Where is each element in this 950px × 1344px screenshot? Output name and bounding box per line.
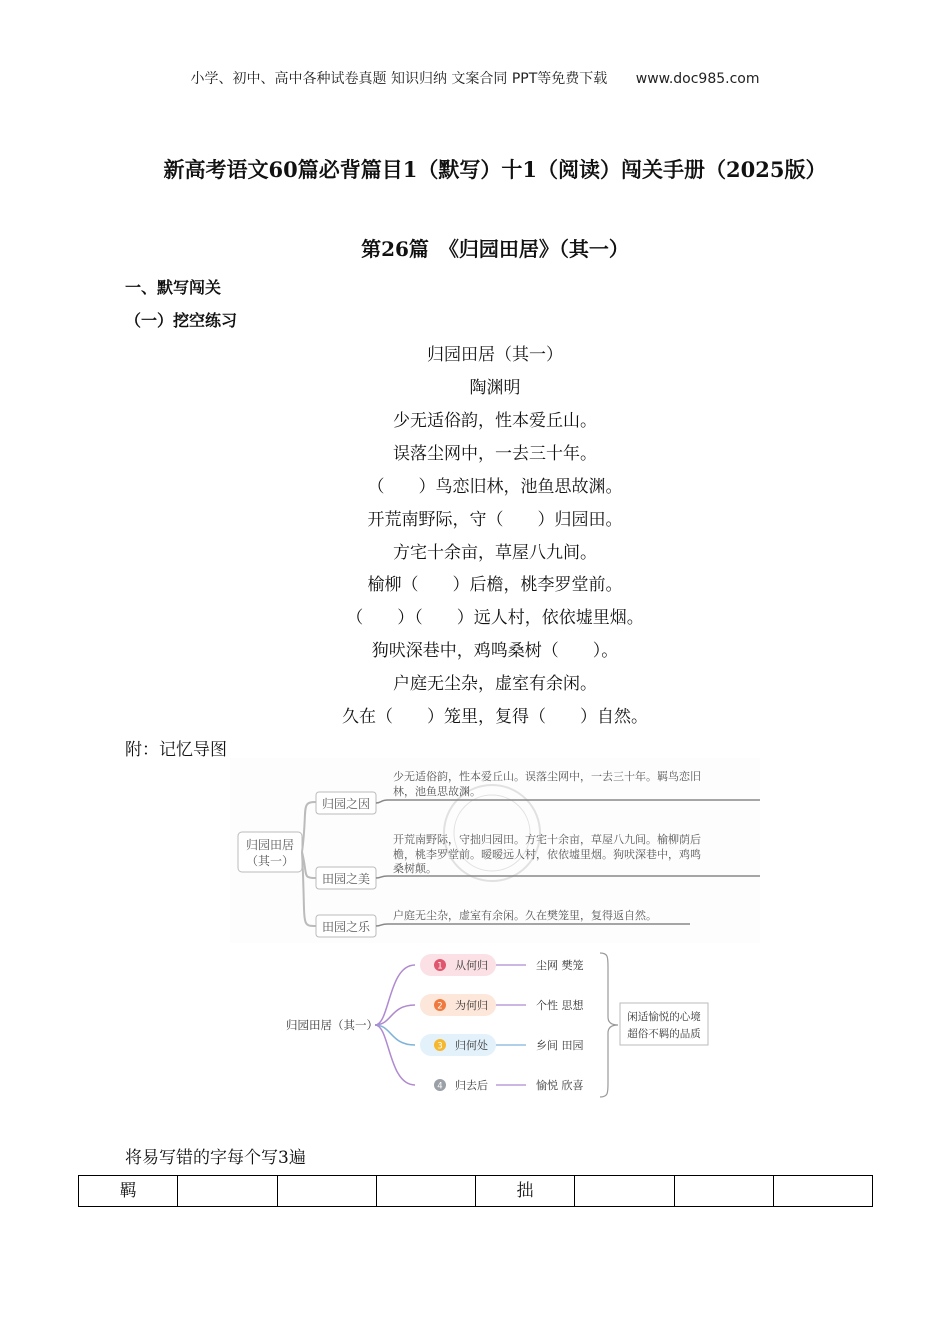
poem-line: （ ）（ ）远人村，依依墟里烟。 [346,608,644,628]
poem-line: 少无适俗韵，性本爱丘山。 [393,411,597,431]
mindmap2-root: 归园田居（其一） [286,1018,378,1032]
mindmap2-summary: 超俗不羁的品质 [627,1028,701,1040]
table-cell: 羁 [79,1176,178,1207]
poem-line: 榆柳（ ）后檐，桃李罗堂前。 [367,575,623,595]
section-heading: 一、默写闯关 [125,278,222,297]
poem-line: 久在（ ）笼里，复得（ ）自然。 [342,707,648,727]
appendix-label: 附：记忆导图 [125,740,227,760]
mindmap2-label: 归何处 [455,1039,488,1052]
mindmap1-branch-text: 户庭无尘杂，虚室有余闲。久在樊笼里，复得返自然。 [393,909,657,922]
document-title: 新高考语文60篇必背篇目1（默写）十1（阅读）闯关手册（2025版） [163,157,827,182]
header-site: www.doc985.com [635,71,760,87]
table-cell [773,1176,872,1207]
practice-instruction: 将易写错的字每个写3遍 [125,1148,306,1168]
table-cell [178,1176,277,1207]
mindmap1-root-line1: 归园田居 [245,838,295,852]
page-header [0,68,950,88]
mindmap1-branch-label: 田园之美 [321,872,371,886]
connector [302,802,316,852]
mindmap2-num: 2 [437,1001,443,1012]
mindmap2-leaf: 个性 思想 [536,999,584,1012]
table-cell: 拙 [476,1176,575,1207]
mindmap2-summary: 闲适愉悦的心境 [627,1011,701,1023]
table-cell [674,1176,773,1207]
poem-line: （ ）鸟恋旧林，池鱼思故渊。 [367,477,623,497]
connector [375,965,415,1025]
mindmap1-branch-text: 少无适俗韵，性本爱丘山。误落尘网中，一去三十年。羁鸟恋旧 [393,770,701,783]
connector [302,852,316,878]
mindmap2-leaf: 愉悦 欣喜 [536,1079,584,1092]
table-row [79,1176,873,1207]
mindmap2-label: 为何归 [455,999,488,1012]
practice-table [78,1175,873,1207]
mindmap2-label: 归去后 [455,1079,488,1092]
mindmap1-branch-text: 桑树颠。 [393,862,437,875]
poem-line: 方宅十余亩，草屋八九间。 [393,543,597,563]
table-cell [376,1176,475,1207]
mindmap2-num: 4 [437,1081,443,1092]
mindmap2-label: 从何归 [455,959,488,972]
poem-line: 户庭无尘杂，虚室有余闲。 [393,674,597,694]
mindmap2-num: 3 [437,1041,443,1052]
poem-author: 陶渊明 [469,378,521,398]
branch-line [376,800,760,803]
mindmap1-branch-text: 檐，桃李罗堂前。暧暧远人村，依依墟里烟。狗吠深巷中，鸡鸣 [393,848,701,861]
connector [375,1025,415,1085]
mindmap-2 [270,947,720,1102]
poem-line: 狗吠深巷中，鸡鸣桑树（ ）。 [371,641,619,661]
table-cell [277,1176,376,1207]
branch-line [376,924,690,926]
mindmap1-branch-label: 田园之乐 [321,920,371,934]
mindmap1-branch-text: 开荒南野际，守拙归园田。方宅十余亩，草屋八九间。榆柳荫后 [393,833,701,846]
mindmap2-num: 1 [437,961,443,972]
bracket [600,953,618,1097]
chapter-subtitle: 第26篇 《归园田居》（其一） [361,237,629,261]
poem-line: 误落尘网中，一去三十年。 [393,444,597,464]
mindmap2-leaf: 乡间 田园 [536,1039,584,1052]
poem-line: 开荒南野际，守（ ）归园田。 [367,510,623,530]
mindmap2-leaf: 尘网 樊笼 [536,959,584,972]
mindmap1-root-line2: （其一） [245,854,295,868]
subsection-heading: （一）挖空练习 [125,311,238,330]
branch-line [376,876,760,878]
mindmap-1 [230,758,760,943]
mindmap1-branch-label: 归园之因 [321,797,371,811]
poem-title: 归园田居（其一） [427,345,563,365]
table-cell [575,1176,674,1207]
mindmap1-branch-text: 林，池鱼思故渊。 [393,785,481,798]
header-text: 小学、初中、高中各种试卷真题 知识归纳 文案合同 PPT等免费下载 [190,71,608,87]
